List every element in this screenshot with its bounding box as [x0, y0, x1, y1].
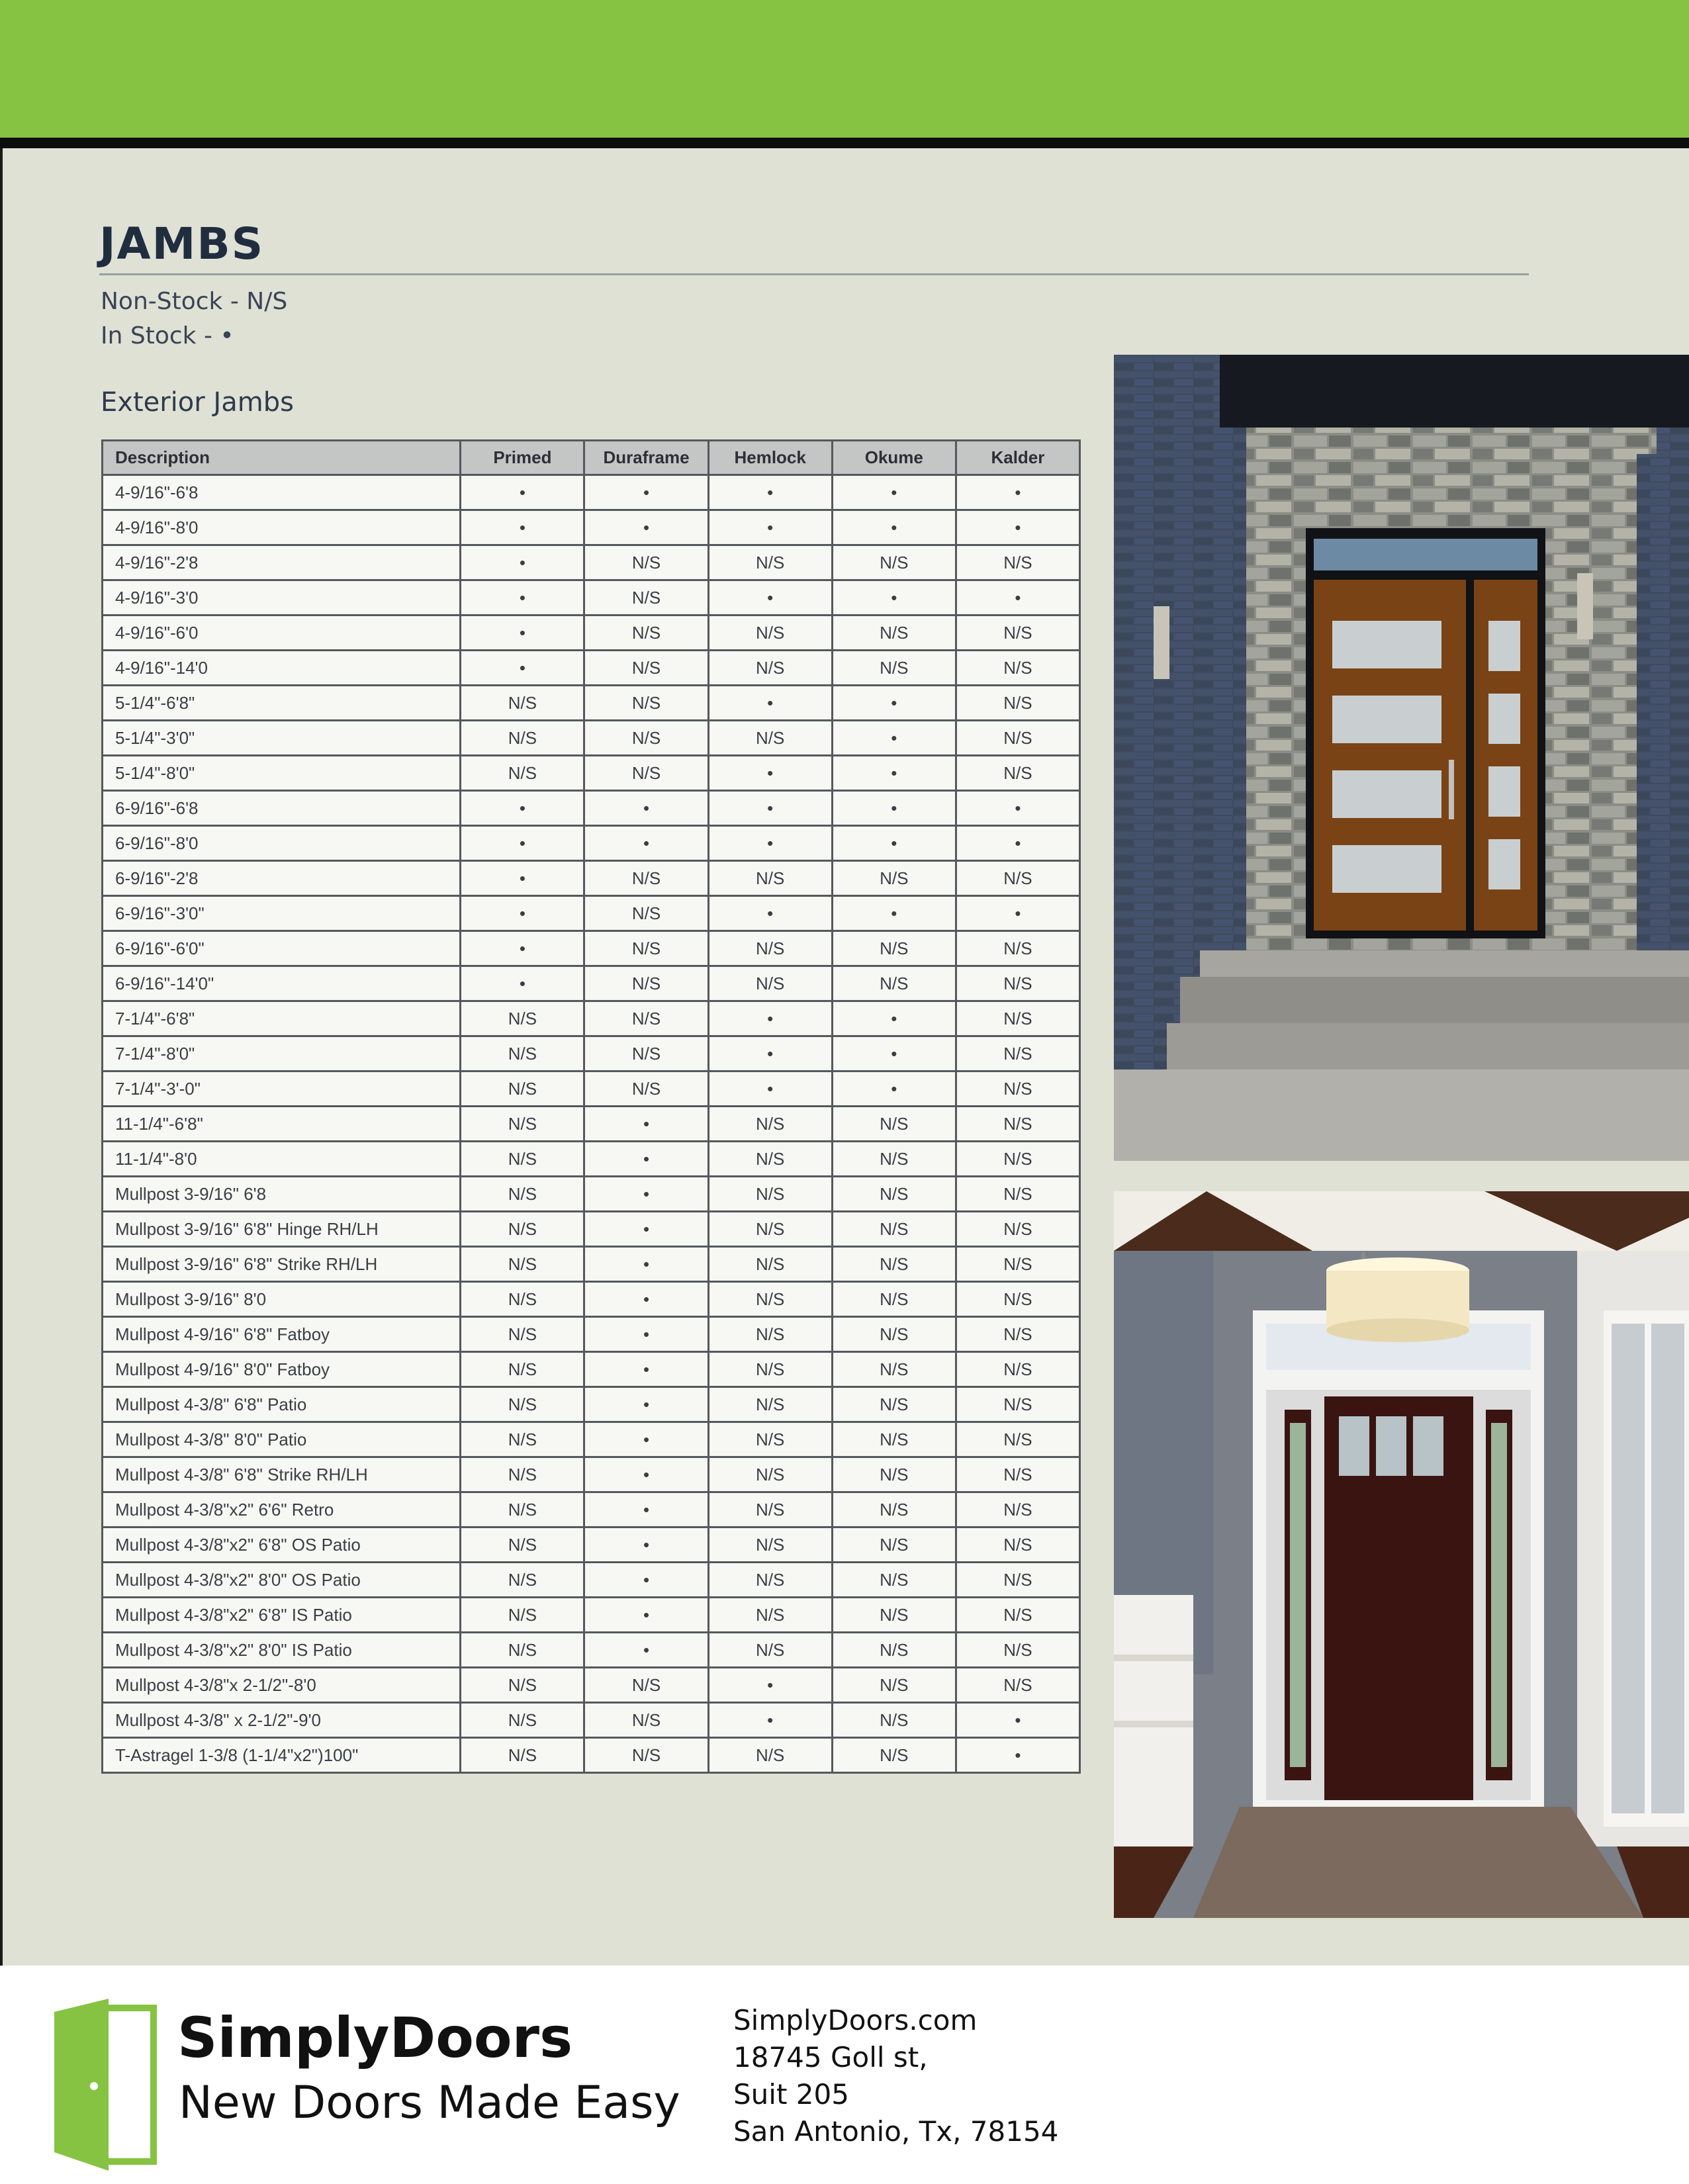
cell-hemlock: •	[708, 1703, 832, 1738]
cell-primed: N/S	[461, 1177, 584, 1212]
cell-description: 4-9/16"-8'0	[103, 510, 461, 545]
cell-kalder: N/S	[956, 1212, 1079, 1247]
cell-description: 6-9/16"-6'8	[103, 791, 461, 826]
cell-hemlock: N/S	[708, 615, 832, 651]
title-divider	[99, 273, 1529, 275]
cell-hemlock: N/S	[708, 1598, 832, 1633]
cell-okume: N/S	[832, 1422, 956, 1457]
cell-duraframe: N/S	[584, 756, 708, 791]
brand-name: SimplyDoors	[177, 2005, 573, 2070]
cell-duraframe: •	[584, 1282, 708, 1317]
table-row	[103, 861, 1080, 896]
cell-okume: N/S	[832, 1352, 956, 1387]
column-header-primed: Primed	[461, 441, 584, 475]
cell-okume: N/S	[832, 1633, 956, 1668]
cell-description: 6-9/16"-6'0"	[103, 931, 461, 966]
cell-hemlock: N/S	[708, 931, 832, 966]
cell-hemlock: N/S	[708, 861, 832, 896]
cell-primed: N/S	[461, 1212, 584, 1247]
table-row	[103, 686, 1080, 721]
cell-okume: N/S	[832, 1107, 956, 1142]
cell-duraframe: N/S	[584, 686, 708, 721]
cell-okume: •	[832, 510, 956, 545]
cell-description: Mullpost 3-9/16" 8'0	[103, 1282, 461, 1317]
cell-primed: •	[461, 826, 584, 861]
cell-description: Mullpost 3-9/16" 6'8" Strike RH/LH	[103, 1247, 461, 1282]
cell-kalder: N/S	[956, 1317, 1079, 1352]
cell-kalder: N/S	[956, 1177, 1079, 1212]
cell-duraframe: •	[584, 1387, 708, 1422]
cell-okume: N/S	[832, 615, 956, 651]
cell-primed: N/S	[461, 1457, 584, 1492]
table-header-row	[103, 441, 1080, 475]
cell-okume: •	[832, 686, 956, 721]
cell-primed: N/S	[461, 1142, 584, 1177]
cell-hemlock: •	[708, 475, 832, 510]
footer-address-line2: Suit 205	[733, 2078, 849, 2111]
cell-description: 4-9/16"-2'8	[103, 545, 461, 580]
cell-kalder: N/S	[956, 1527, 1079, 1563]
cell-duraframe: •	[584, 1317, 708, 1352]
table-row	[103, 1527, 1080, 1563]
cell-okume: N/S	[832, 966, 956, 1001]
cell-hemlock: N/S	[708, 1107, 832, 1142]
cell-description: 6-9/16"-8'0	[103, 826, 461, 861]
cell-hemlock: N/S	[708, 1177, 832, 1212]
interior-foyer-photo	[1114, 1191, 1689, 1918]
cell-primed: N/S	[461, 1598, 584, 1633]
cell-kalder: N/S	[956, 966, 1079, 1001]
table-row	[103, 1457, 1080, 1492]
cell-hemlock: N/S	[708, 1422, 832, 1457]
cell-hemlock: N/S	[708, 1352, 832, 1387]
cell-duraframe: •	[584, 1457, 708, 1492]
cell-okume: N/S	[832, 1177, 956, 1212]
cell-primed: N/S	[461, 1352, 584, 1387]
table-row	[103, 545, 1080, 580]
cell-duraframe: N/S	[584, 721, 708, 756]
cell-kalder: N/S	[956, 1036, 1079, 1071]
cell-description: 7-1/4"-6'8"	[103, 1001, 461, 1036]
cell-description: 6-9/16"-14'0"	[103, 966, 461, 1001]
cell-description: 4-9/16"-14'0	[103, 651, 461, 686]
cell-hemlock: N/S	[708, 1633, 832, 1668]
cell-primed: •	[461, 791, 584, 826]
cell-primed: N/S	[461, 1527, 584, 1563]
table-row	[103, 896, 1080, 931]
table-row	[103, 1212, 1080, 1247]
cell-hemlock: N/S	[708, 966, 832, 1001]
cell-okume: •	[832, 721, 956, 756]
cell-okume: •	[832, 580, 956, 615]
cell-description: 4-9/16"-6'0	[103, 615, 461, 651]
table-row	[103, 1036, 1080, 1071]
cell-okume: •	[832, 826, 956, 861]
page-title: JAMBS	[99, 218, 265, 269]
cell-description: 5-1/4"-8'0"	[103, 756, 461, 791]
table-row	[103, 1387, 1080, 1422]
cell-duraframe: •	[584, 1422, 708, 1457]
cell-primed: N/S	[461, 1633, 584, 1668]
cell-okume: •	[832, 791, 956, 826]
top-green-band	[0, 0, 1689, 138]
cell-primed: N/S	[461, 1071, 584, 1107]
cell-primed: N/S	[461, 1738, 584, 1773]
cell-hemlock: •	[708, 791, 832, 826]
cell-primed: N/S	[461, 1107, 584, 1142]
cell-hemlock: N/S	[708, 651, 832, 686]
cell-primed: N/S	[461, 686, 584, 721]
cell-duraframe: •	[584, 1527, 708, 1563]
cell-duraframe: N/S	[584, 615, 708, 651]
column-header-description: Description	[103, 441, 461, 475]
cell-primed: N/S	[461, 756, 584, 791]
cell-primed: •	[461, 475, 584, 510]
cell-description: Mullpost 4-9/16" 6'8" Fatboy	[103, 1317, 461, 1352]
cell-description: 6-9/16"-2'8	[103, 861, 461, 896]
cell-description: 7-1/4"-8'0"	[103, 1036, 461, 1071]
cell-kalder: •	[956, 1738, 1079, 1773]
cell-duraframe: N/S	[584, 651, 708, 686]
cell-primed: N/S	[461, 1001, 584, 1036]
cell-duraframe: N/S	[584, 1036, 708, 1071]
cell-primed: N/S	[461, 1668, 584, 1703]
table-row	[103, 931, 1080, 966]
cell-description: 5-1/4"-3'0"	[103, 721, 461, 756]
cell-description: 5-1/4"-6'8"	[103, 686, 461, 721]
footer-website[interactable]: SimplyDoors.com	[733, 2004, 978, 2036]
cell-okume: N/S	[832, 1457, 956, 1492]
table-row	[103, 721, 1080, 756]
table-row	[103, 1563, 1080, 1598]
cell-primed: •	[461, 966, 584, 1001]
cell-okume: N/S	[832, 1317, 956, 1352]
cell-duraframe: •	[584, 475, 708, 510]
cell-primed: •	[461, 861, 584, 896]
cell-duraframe: N/S	[584, 1001, 708, 1036]
cell-hemlock: N/S	[708, 1457, 832, 1492]
cell-hemlock: •	[708, 826, 832, 861]
cell-duraframe: •	[584, 1177, 708, 1212]
cell-duraframe: N/S	[584, 1071, 708, 1107]
cell-duraframe: N/S	[584, 580, 708, 615]
cell-duraframe: •	[584, 1352, 708, 1387]
cell-description: Mullpost 4-3/8"x2" 6'6" Retro	[103, 1492, 461, 1527]
cell-okume: •	[832, 1071, 956, 1107]
cell-okume: •	[832, 1001, 956, 1036]
cell-okume: •	[832, 1036, 956, 1071]
cell-okume: N/S	[832, 1247, 956, 1282]
cell-hemlock: N/S	[708, 1317, 832, 1352]
cell-okume: N/S	[832, 1738, 956, 1773]
cell-primed: N/S	[461, 1422, 584, 1457]
table-row	[103, 1247, 1080, 1282]
cell-hemlock: N/S	[708, 1282, 832, 1317]
cell-duraframe: N/S	[584, 545, 708, 580]
cell-primed: •	[461, 651, 584, 686]
cell-kalder: N/S	[956, 1492, 1079, 1527]
footer-address-line3: San Antonio, Tx, 78154	[733, 2115, 1059, 2148]
exterior-door-photo	[1114, 355, 1689, 1161]
footer	[0, 1966, 1689, 2184]
cell-kalder: N/S	[956, 1387, 1079, 1422]
cell-primed: N/S	[461, 1492, 584, 1527]
brand-tagline: New Doors Made Easy	[179, 2077, 680, 2129]
left-edge-rule	[0, 148, 3, 1966]
cell-duraframe: N/S	[584, 1738, 708, 1773]
table-row	[103, 651, 1080, 686]
column-header-kalder: Kalder	[956, 441, 1079, 475]
cell-okume: N/S	[832, 1703, 956, 1738]
table-row	[103, 1177, 1080, 1212]
cell-kalder: N/S	[956, 545, 1079, 580]
cell-description: Mullpost 3-9/16" 6'8	[103, 1177, 461, 1212]
cell-kalder: •	[956, 826, 1079, 861]
cell-duraframe: •	[584, 791, 708, 826]
legend-in-stock: In Stock - •	[101, 322, 234, 349]
cell-kalder: N/S	[956, 686, 1079, 721]
cell-duraframe: N/S	[584, 861, 708, 896]
table-row	[103, 1668, 1080, 1703]
section-title: Exterior Jambs	[101, 387, 294, 418]
cell-description: 7-1/4"-3'-0"	[103, 1071, 461, 1107]
exterior-jambs-table	[101, 439, 1081, 1774]
cell-hemlock: •	[708, 510, 832, 545]
cell-duraframe: N/S	[584, 966, 708, 1001]
cell-okume: N/S	[832, 651, 956, 686]
cell-kalder: •	[956, 791, 1079, 826]
cell-okume: N/S	[832, 1282, 956, 1317]
cell-kalder: •	[956, 896, 1079, 931]
cell-primed: N/S	[461, 721, 584, 756]
cell-description: Mullpost 4-3/8" 8'0" Patio	[103, 1422, 461, 1457]
cell-duraframe: N/S	[584, 1703, 708, 1738]
cell-hemlock: N/S	[708, 1142, 832, 1177]
column-header-duraframe: Duraframe	[584, 441, 708, 475]
cell-primed: •	[461, 580, 584, 615]
cell-kalder: N/S	[956, 1282, 1079, 1317]
table-row	[103, 756, 1080, 791]
cell-kalder: •	[956, 1703, 1079, 1738]
cell-kalder: N/S	[956, 1001, 1079, 1036]
cell-kalder: N/S	[956, 1107, 1079, 1142]
cell-primed: N/S	[461, 1282, 584, 1317]
cell-primed: N/S	[461, 1387, 584, 1422]
column-header-hemlock: Hemlock	[708, 441, 832, 475]
table-row	[103, 1703, 1080, 1738]
cell-description: Mullpost 4-3/8"x2" 6'8" OS Patio	[103, 1527, 461, 1563]
cell-hemlock: •	[708, 756, 832, 791]
cell-duraframe: N/S	[584, 1668, 708, 1703]
cell-primed: •	[461, 615, 584, 651]
cell-kalder: N/S	[956, 1422, 1079, 1457]
cell-kalder: N/S	[956, 1563, 1079, 1598]
cell-duraframe: •	[584, 510, 708, 545]
cell-hemlock: •	[708, 896, 832, 931]
table-row	[103, 1317, 1080, 1352]
cell-okume: •	[832, 896, 956, 931]
cell-okume: •	[832, 756, 956, 791]
cell-kalder: N/S	[956, 1071, 1079, 1107]
cell-duraframe: N/S	[584, 931, 708, 966]
table-row	[103, 1352, 1080, 1387]
cell-description: Mullpost 4-3/8" 6'8" Strike RH/LH	[103, 1457, 461, 1492]
table-row	[103, 1107, 1080, 1142]
cell-kalder: N/S	[956, 931, 1079, 966]
cell-hemlock: •	[708, 686, 832, 721]
cell-kalder: N/S	[956, 1668, 1079, 1703]
cell-okume: N/S	[832, 1598, 956, 1633]
cell-description: Mullpost 4-3/8"x2" 6'8" IS Patio	[103, 1598, 461, 1633]
cell-description: 6-9/16"-3'0"	[103, 896, 461, 931]
cell-description: 4-9/16"-3'0	[103, 580, 461, 615]
cell-kalder: N/S	[956, 1633, 1079, 1668]
cell-hemlock: N/S	[708, 1527, 832, 1563]
cell-hemlock: •	[708, 1071, 832, 1107]
table-row	[103, 1738, 1080, 1773]
cell-kalder: N/S	[956, 861, 1079, 896]
column-header-okume: Okume	[832, 441, 956, 475]
cell-description: Mullpost 4-3/8" 6'8" Patio	[103, 1387, 461, 1422]
cell-hemlock: N/S	[708, 1738, 832, 1773]
cell-description: Mullpost 3-9/16" 6'8" Hinge RH/LH	[103, 1212, 461, 1247]
table-row	[103, 791, 1080, 826]
cell-hemlock: •	[708, 1036, 832, 1071]
cell-kalder: N/S	[956, 756, 1079, 791]
top-black-rule	[0, 138, 1689, 148]
cell-hemlock: N/S	[708, 1492, 832, 1527]
cell-kalder: •	[956, 510, 1079, 545]
cell-primed: N/S	[461, 1703, 584, 1738]
cell-hemlock: N/S	[708, 1563, 832, 1598]
table-row	[103, 615, 1080, 651]
cell-duraframe: N/S	[584, 896, 708, 931]
cell-okume: N/S	[832, 1387, 956, 1422]
cell-description: Mullpost 4-9/16" 8'0" Fatboy	[103, 1352, 461, 1387]
cell-primed: N/S	[461, 1036, 584, 1071]
cell-hemlock: N/S	[708, 721, 832, 756]
cell-primed: N/S	[461, 1563, 584, 1598]
cell-duraframe: •	[584, 1492, 708, 1527]
table-row	[103, 1492, 1080, 1527]
cell-duraframe: •	[584, 1107, 708, 1142]
cell-hemlock: N/S	[708, 1212, 832, 1247]
cell-okume: N/S	[832, 1142, 956, 1177]
footer-address-line1: 18745 Goll st,	[733, 2041, 928, 2073]
cell-description: Mullpost 4-3/8" x 2-1/2"-9'0	[103, 1703, 461, 1738]
cell-description: T-Astragel 1-3/8 (1-1/4"x2")100"	[103, 1738, 461, 1773]
table-row	[103, 1633, 1080, 1668]
cell-duraframe: •	[584, 1633, 708, 1668]
cell-description: Mullpost 4-3/8"x 2-1/2"-8'0	[103, 1668, 461, 1703]
cell-duraframe: •	[584, 826, 708, 861]
table-row	[103, 475, 1080, 510]
cell-kalder: N/S	[956, 721, 1079, 756]
cell-duraframe: •	[584, 1563, 708, 1598]
cell-okume: •	[832, 475, 956, 510]
cell-kalder: •	[956, 580, 1079, 615]
cell-okume: N/S	[832, 931, 956, 966]
cell-okume: N/S	[832, 545, 956, 580]
cell-kalder: N/S	[956, 1457, 1079, 1492]
cell-primed: N/S	[461, 1247, 584, 1282]
cell-kalder: N/S	[956, 1247, 1079, 1282]
cell-duraframe: •	[584, 1598, 708, 1633]
table-row	[103, 1142, 1080, 1177]
cell-primed: N/S	[461, 1317, 584, 1352]
cell-okume: N/S	[832, 1668, 956, 1703]
cell-kalder: N/S	[956, 651, 1079, 686]
table-row	[103, 1071, 1080, 1107]
cell-description: 11-1/4"-8'0	[103, 1142, 461, 1177]
cell-kalder: N/S	[956, 1142, 1079, 1177]
cell-okume: N/S	[832, 1212, 956, 1247]
cell-description: Mullpost 4-3/8"x2" 8'0" IS Patio	[103, 1633, 461, 1668]
cell-duraframe: •	[584, 1142, 708, 1177]
cell-hemlock: N/S	[708, 1247, 832, 1282]
cell-okume: N/S	[832, 1563, 956, 1598]
table-row	[103, 1422, 1080, 1457]
cell-hemlock: •	[708, 580, 832, 615]
cell-description: 4-9/16"-6'8	[103, 475, 461, 510]
table-row	[103, 1282, 1080, 1317]
cell-hemlock: N/S	[708, 545, 832, 580]
cell-okume: N/S	[832, 1527, 956, 1563]
cell-description: Mullpost 4-3/8"x2" 8'0" OS Patio	[103, 1563, 461, 1598]
cell-primed: •	[461, 931, 584, 966]
legend-non-stock: Non-Stock - N/S	[101, 288, 288, 315]
cell-okume: N/S	[832, 1492, 956, 1527]
cell-kalder: N/S	[956, 615, 1079, 651]
table-row	[103, 826, 1080, 861]
table-row	[103, 510, 1080, 545]
cell-duraframe: •	[584, 1212, 708, 1247]
table-row	[103, 966, 1080, 1001]
cell-hemlock: •	[708, 1001, 832, 1036]
cell-okume: N/S	[832, 861, 956, 896]
table-row	[103, 1598, 1080, 1633]
cell-duraframe: •	[584, 1247, 708, 1282]
cell-primed: •	[461, 545, 584, 580]
cell-hemlock: N/S	[708, 1387, 832, 1422]
cell-kalder: •	[956, 475, 1079, 510]
table-row	[103, 580, 1080, 615]
cell-primed: •	[461, 510, 584, 545]
cell-kalder: N/S	[956, 1598, 1079, 1633]
cell-kalder: N/S	[956, 1352, 1079, 1387]
cell-description: 11-1/4"-6'8"	[103, 1107, 461, 1142]
door-icon	[48, 1999, 160, 2171]
cell-primed: •	[461, 896, 584, 931]
table-row	[103, 1001, 1080, 1036]
cell-hemlock: •	[708, 1668, 832, 1703]
